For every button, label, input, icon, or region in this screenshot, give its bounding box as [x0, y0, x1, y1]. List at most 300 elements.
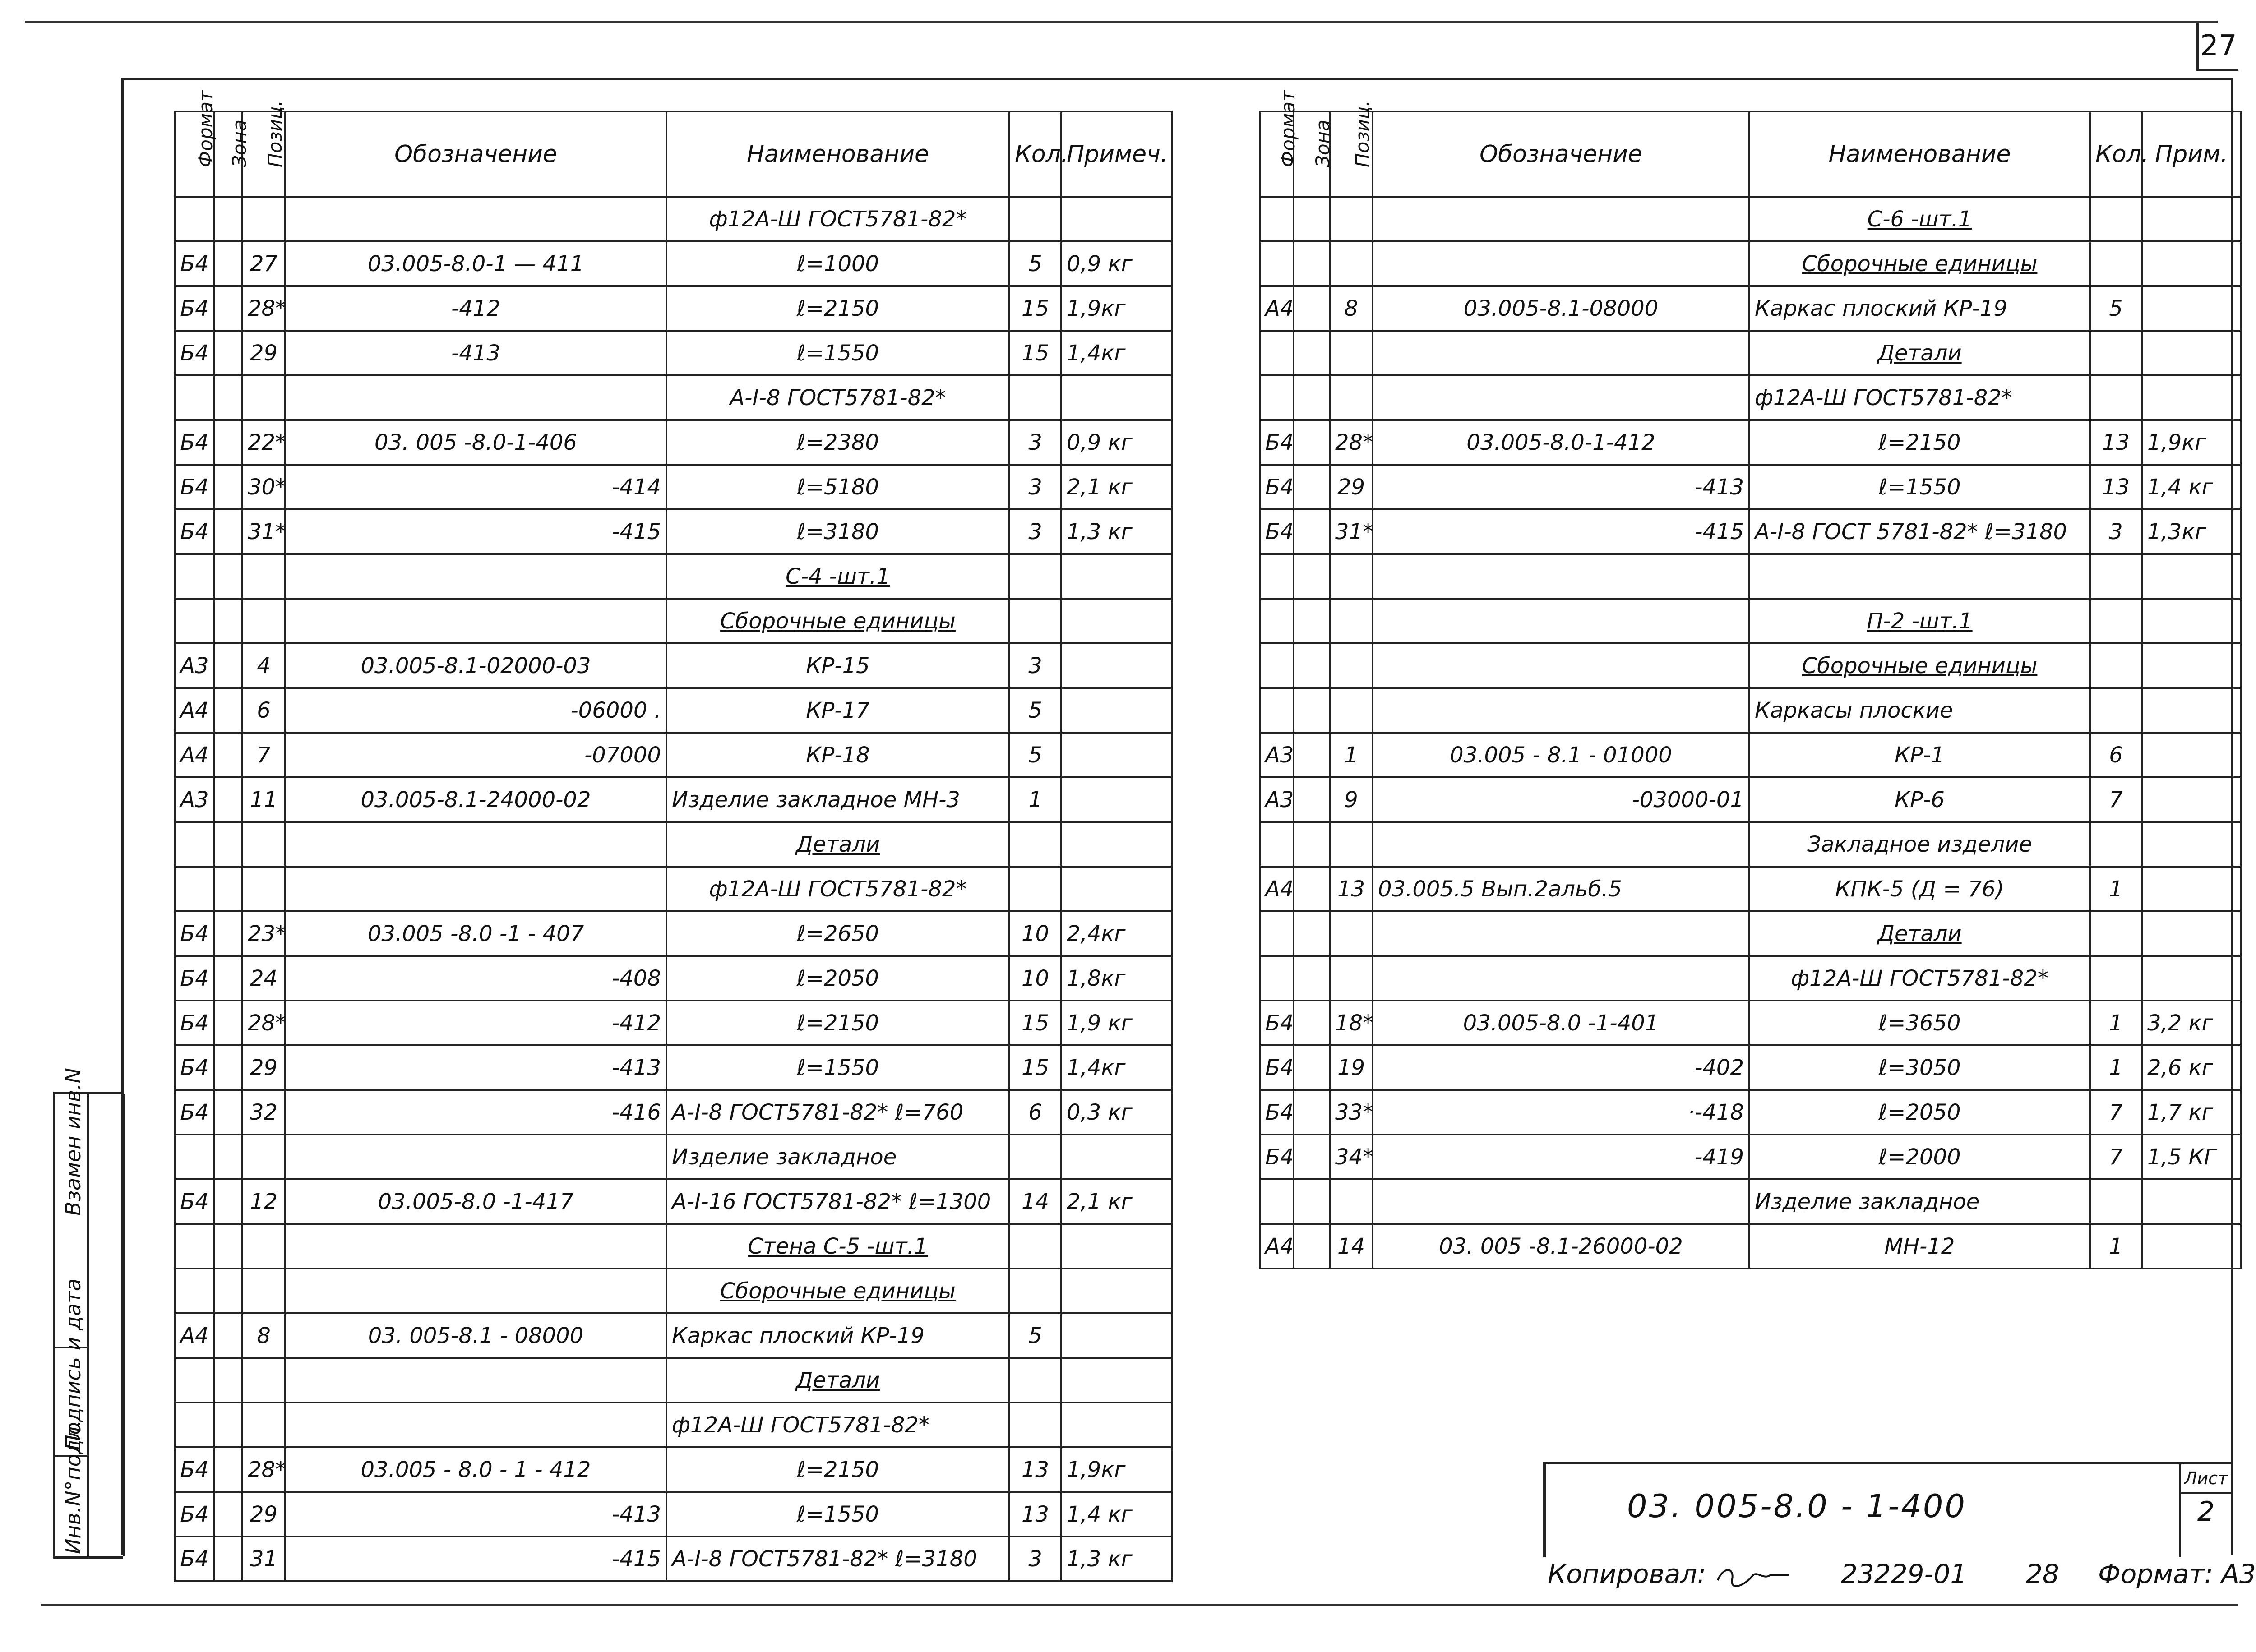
cell-note — [2142, 599, 2241, 643]
header-kol: Кол. — [2090, 111, 2142, 197]
cell-position — [1330, 599, 1373, 643]
table-row — [175, 1447, 1172, 1492]
cell-format: Б4 — [1260, 1045, 1294, 1090]
cell-designation: 03. 005 -8.1-26000-02 — [1373, 1224, 1749, 1269]
cell-position — [242, 1269, 285, 1313]
cell-qty: 13 — [2090, 465, 2142, 509]
cell-qty — [2090, 554, 2142, 599]
cell-format: Б4 — [175, 509, 214, 554]
table-row — [175, 420, 1172, 465]
cell-designation — [285, 197, 666, 241]
cell-qty: 15 — [1009, 1045, 1061, 1090]
header-kol: Кол. — [1009, 111, 1061, 197]
cell-note — [2142, 375, 2241, 420]
cell-name: КПК-5 (Д = 76) — [1749, 867, 2090, 911]
cell-position: 28* — [242, 1447, 285, 1492]
cell-designation — [1373, 554, 1749, 599]
cell-zona — [214, 1224, 242, 1269]
cell-name: ℓ=2380 — [666, 420, 1009, 465]
cell-qty: 1 — [2090, 1001, 2142, 1045]
table-row — [1260, 375, 2241, 420]
cell-note: 1,4 кг — [1061, 1492, 1172, 1537]
cell-qty: 6 — [2090, 733, 2142, 777]
table-row — [175, 1313, 1172, 1358]
cell-qty: 5 — [1009, 733, 1061, 777]
table-row — [1260, 241, 2241, 286]
cell-zona — [1294, 1045, 1330, 1090]
cell-format — [175, 375, 214, 420]
table-row — [1260, 420, 2241, 465]
table-row — [175, 331, 1172, 375]
cell-format — [175, 822, 214, 867]
cell-position: 30* — [242, 465, 285, 509]
cell-qty: 3 — [1009, 1537, 1061, 1581]
cell-designation — [285, 599, 666, 643]
cell-designation: -415 — [285, 1537, 666, 1581]
cell-note — [1061, 733, 1172, 777]
header-naim: Наименование — [666, 111, 1009, 197]
cell-designation: 03.005-8.0 -1-417 — [285, 1179, 666, 1224]
cell-format: Б4 — [175, 1001, 214, 1045]
cell-note — [1061, 688, 1172, 733]
cell-designation: 03.005-8.1-02000-03 — [285, 643, 666, 688]
cell-qty — [1009, 1403, 1061, 1447]
cell-designation — [1373, 197, 1749, 241]
table-row — [1260, 643, 2241, 688]
cell-designation: -06000 . — [285, 688, 666, 733]
cell-designation: 03.005-8.0-1 — 411 — [285, 241, 666, 286]
right-table-header — [1260, 111, 2241, 197]
sidebar-inv-podl: Инв.N°подл. — [61, 1420, 85, 1554]
cell-note — [2142, 331, 2241, 375]
cell-position: 8 — [242, 1313, 285, 1358]
cell-note: 1,9кг — [2142, 420, 2241, 465]
cell-note — [1061, 197, 1172, 241]
cell-note — [1061, 375, 1172, 420]
cell-zona — [214, 733, 242, 777]
cell-qty — [1009, 375, 1061, 420]
cell-name: Сборочные единицы — [666, 1269, 1009, 1313]
table-row — [1260, 1001, 2241, 1045]
cell-format: Б4 — [1260, 465, 1294, 509]
cell-format: Б4 — [175, 465, 214, 509]
cell-position: 24 — [242, 956, 285, 1001]
cell-name: Изделие закладное — [666, 1135, 1009, 1179]
table-row — [175, 197, 1172, 241]
cell-qty — [2090, 822, 2142, 867]
cell-note: 0,3 кг — [1061, 1090, 1172, 1135]
cell-position: 8 — [1330, 286, 1373, 331]
cell-note: 1,4кг — [1061, 331, 1172, 375]
table-row — [175, 1045, 1172, 1090]
title-block — [1543, 1462, 2231, 1557]
cell-note: 2,1 кг — [1061, 1179, 1172, 1224]
cell-position: 4 — [242, 643, 285, 688]
cell-zona — [214, 688, 242, 733]
cell-designation — [1373, 331, 1749, 375]
cell-position: 28* — [242, 1001, 285, 1045]
cell-zona — [214, 509, 242, 554]
cell-qty — [1009, 867, 1061, 911]
sheet-label: Лист — [2181, 1464, 2231, 1494]
cell-name: ℓ=2050 — [1749, 1090, 2090, 1135]
cell-name: Стена С-5 -шт.1 — [666, 1224, 1009, 1269]
cell-designation — [1373, 241, 1749, 286]
cell-zona — [214, 822, 242, 867]
cell-format: Б4 — [175, 1045, 214, 1090]
cell-qty: 1 — [2090, 1224, 2142, 1269]
cell-designation — [1373, 911, 1749, 956]
cell-name: ф12А-Ш ГОСТ5781-82* — [666, 1403, 1009, 1447]
cell-note: 1,9кг — [1061, 286, 1172, 331]
cell-qty: 6 — [1009, 1090, 1061, 1135]
cell-position — [242, 554, 285, 599]
cell-format — [1260, 197, 1294, 241]
cell-note: 2,1 кг — [1061, 465, 1172, 509]
cell-zona — [214, 956, 242, 1001]
cell-position: 34* — [1330, 1135, 1373, 1179]
cell-position: 9 — [1330, 777, 1373, 822]
cell-note — [1061, 1403, 1172, 1447]
cell-format: Б4 — [175, 241, 214, 286]
cell-note — [2142, 1179, 2241, 1224]
cell-note — [2142, 1224, 2241, 1269]
cell-note — [2142, 777, 2241, 822]
order-number: 23229-01 — [1841, 1559, 1967, 1589]
table-row — [175, 1001, 1172, 1045]
table-row — [175, 1090, 1172, 1135]
cell-zona — [214, 599, 242, 643]
cell-qty: 14 — [1009, 1179, 1061, 1224]
cell-format — [175, 1269, 214, 1313]
cell-note: 0,9 кг — [1061, 420, 1172, 465]
table-row — [1260, 197, 2241, 241]
cell-qty: 3 — [1009, 509, 1061, 554]
document-code: 03. 005-8.0 - 1-400 — [1627, 1488, 1967, 1525]
cell-zona — [1294, 241, 1330, 286]
cell-designation — [1373, 375, 1749, 420]
cell-qty: 3 — [1009, 643, 1061, 688]
cell-position — [1330, 688, 1373, 733]
cell-qty: 13 — [2090, 420, 2142, 465]
cell-qty — [1009, 1135, 1061, 1179]
table-row — [175, 554, 1172, 599]
header-naim: Наименование — [1749, 111, 2090, 197]
header-oboz: Обозначение — [1373, 111, 1749, 197]
cell-note — [2142, 688, 2241, 733]
cell-note: 1,9кг — [1061, 1447, 1172, 1492]
cell-zona — [214, 1447, 242, 1492]
copied-by-label: Копировал: — [1548, 1559, 1791, 1589]
cell-name: КР-17 — [666, 688, 1009, 733]
cell-zona — [1294, 822, 1330, 867]
cell-zona — [214, 1492, 242, 1537]
cell-designation: 03.005-8.1-08000 — [1373, 286, 1749, 331]
table-row — [175, 733, 1172, 777]
right-table-body — [1260, 197, 2241, 1269]
cell-position — [242, 867, 285, 911]
cell-name: ℓ=3180 — [666, 509, 1009, 554]
table-row — [1260, 911, 2241, 956]
cell-note — [1061, 554, 1172, 599]
cell-zona — [214, 1135, 242, 1179]
sheet-number: 27 — [2196, 23, 2238, 71]
cell-format: Б4 — [175, 286, 214, 331]
cell-format — [1260, 554, 1294, 599]
cell-position — [242, 1403, 285, 1447]
cell-qty: 5 — [1009, 688, 1061, 733]
cell-qty: 15 — [1009, 286, 1061, 331]
header-format: Формат — [175, 111, 214, 197]
cell-position: 7 — [242, 733, 285, 777]
cell-format — [175, 599, 214, 643]
cell-format: Б4 — [1260, 1135, 1294, 1179]
cell-qty: 5 — [2090, 286, 2142, 331]
cell-note — [2142, 241, 2241, 286]
cell-zona — [214, 241, 242, 286]
cell-zona — [1294, 1001, 1330, 1045]
cell-note — [2142, 867, 2241, 911]
table-row — [1260, 599, 2241, 643]
cell-position: 33* — [1330, 1090, 1373, 1135]
cell-zona — [1294, 733, 1330, 777]
cell-zona — [214, 1269, 242, 1313]
right-spec-table — [1259, 90, 2242, 1269]
top-border-line — [25, 21, 2218, 23]
cell-zona — [214, 1537, 242, 1581]
cell-position: 19 — [1330, 1045, 1373, 1090]
cell-position — [242, 1135, 285, 1179]
table-row — [175, 599, 1172, 643]
cell-designation — [1373, 822, 1749, 867]
cell-name: ℓ=2150 — [666, 1447, 1009, 1492]
cell-note — [2142, 822, 2241, 867]
cell-designation: -413 — [285, 1492, 666, 1537]
cell-format: Б4 — [175, 1179, 214, 1224]
cell-note — [1061, 1313, 1172, 1358]
cell-name: ℓ=2050 — [666, 956, 1009, 1001]
cell-zona — [214, 286, 242, 331]
cell-designation — [285, 867, 666, 911]
cell-note: 1,3 кг — [1061, 509, 1172, 554]
cell-format: А3 — [1260, 777, 1294, 822]
cell-position: 27 — [242, 241, 285, 286]
table-row — [175, 822, 1172, 867]
cell-designation — [285, 554, 666, 599]
cell-name: Сборочные единицы — [1749, 643, 2090, 688]
cell-designation — [1373, 1179, 1749, 1224]
cell-format: А3 — [1260, 733, 1294, 777]
cell-designation: -413 — [285, 331, 666, 375]
cell-qty — [2090, 643, 2142, 688]
cell-note — [1061, 1135, 1172, 1179]
cell-position — [1330, 241, 1373, 286]
table-row — [175, 1135, 1172, 1179]
cell-qty — [2090, 241, 2142, 286]
cell-position — [242, 1358, 285, 1403]
cell-position: 29 — [242, 331, 285, 375]
table-row — [1260, 465, 2241, 509]
cell-qty — [2090, 599, 2142, 643]
sidebar-podpis-data: Подпись и дата — [61, 1278, 85, 1450]
cell-format — [1260, 1179, 1294, 1224]
cell-note — [2142, 956, 2241, 1001]
cell-designation: -416 — [285, 1090, 666, 1135]
cell-zona — [1294, 509, 1330, 554]
cell-format: А4 — [175, 1313, 214, 1358]
cell-name: Сборочные единицы — [1749, 241, 2090, 286]
cell-zona — [214, 777, 242, 822]
cell-zona — [1294, 643, 1330, 688]
cell-zona — [214, 1045, 242, 1090]
cell-qty: 3 — [1009, 465, 1061, 509]
table-row — [1260, 1179, 2241, 1224]
sheet-box — [2179, 1464, 2231, 1557]
cell-note: 1,4 кг — [2142, 465, 2241, 509]
cell-qty — [1009, 197, 1061, 241]
cell-position: 29 — [242, 1045, 285, 1090]
cell-name: Детали — [666, 1358, 1009, 1403]
table-row — [1260, 822, 2241, 867]
cell-name: Детали — [1749, 911, 2090, 956]
table-row — [1260, 1135, 2241, 1179]
cell-zona — [1294, 554, 1330, 599]
cell-note: 2,4кг — [1061, 911, 1172, 956]
table-row — [175, 509, 1172, 554]
cell-position — [1330, 956, 1373, 1001]
cell-designation — [285, 1358, 666, 1403]
cell-format: А4 — [175, 688, 214, 733]
cell-designation: 03.005 - 8.0 - 1 - 412 — [285, 1447, 666, 1492]
cell-designation — [285, 1269, 666, 1313]
cell-name: Изделие закладное МН-3 — [666, 777, 1009, 822]
cell-format: А3 — [175, 777, 214, 822]
cell-designation: -419 — [1373, 1135, 1749, 1179]
cell-designation: -412 — [285, 1001, 666, 1045]
cell-zona — [214, 420, 242, 465]
cell-qty: 3 — [1009, 420, 1061, 465]
cell-note: 1,3кг — [2142, 509, 2241, 554]
cell-note: 1,8кг — [1061, 956, 1172, 1001]
cell-qty: 10 — [1009, 956, 1061, 1001]
cell-designation: 03.005 -8.0 -1 - 407 — [285, 911, 666, 956]
cell-designation: 03. 005 -8.0-1-406 — [285, 420, 666, 465]
cell-zona — [1294, 1135, 1330, 1179]
cell-format: Б4 — [175, 1090, 214, 1135]
table-row — [1260, 1045, 2241, 1090]
cell-format: Б4 — [1260, 420, 1294, 465]
cell-note — [1061, 1269, 1172, 1313]
cell-qty: 15 — [1009, 1001, 1061, 1045]
cell-qty: 5 — [1009, 241, 1061, 286]
table-row — [175, 1492, 1172, 1537]
cell-qty — [1009, 1269, 1061, 1313]
table-row — [175, 777, 1172, 822]
cell-name: ф12А-Ш ГОСТ5781-82* — [666, 867, 1009, 911]
cell-format — [175, 554, 214, 599]
cell-qty: 13 — [1009, 1492, 1061, 1537]
cell-name: КР-18 — [666, 733, 1009, 777]
cell-format — [175, 197, 214, 241]
cell-position: 31 — [242, 1537, 285, 1581]
table-row — [175, 1269, 1172, 1313]
cell-name: ф12А-Ш ГОСТ5781-82* — [666, 197, 1009, 241]
cell-position — [242, 599, 285, 643]
cell-qty — [2090, 1179, 2142, 1224]
left-table-header — [175, 111, 1172, 197]
cell-designation — [1373, 688, 1749, 733]
table-row — [1260, 1224, 2241, 1269]
table-row — [175, 643, 1172, 688]
cell-position: 29 — [242, 1492, 285, 1537]
cell-name: Сборочные единицы — [666, 599, 1009, 643]
cell-zona — [214, 867, 242, 911]
table-row — [175, 1179, 1172, 1224]
cell-note — [2142, 197, 2241, 241]
cell-position: 28* — [1330, 420, 1373, 465]
header-poz: Позиц. — [1330, 111, 1373, 197]
cell-zona — [214, 1313, 242, 1358]
table-row — [1260, 331, 2241, 375]
cell-format — [1260, 688, 1294, 733]
cell-zona — [214, 911, 242, 956]
cell-qty — [2090, 956, 2142, 1001]
cell-format: Б4 — [1260, 509, 1294, 554]
cell-zona — [214, 375, 242, 420]
cell-qty: 7 — [2090, 1090, 2142, 1135]
cell-qty: 7 — [2090, 1135, 2142, 1179]
cell-name: ℓ=3650 — [1749, 1001, 2090, 1045]
cell-format — [175, 1224, 214, 1269]
bottom-border-line — [41, 1604, 2238, 1606]
cell-format: Б4 — [175, 331, 214, 375]
cell-designation: 03.005-8.1-24000-02 — [285, 777, 666, 822]
cell-note — [1061, 1224, 1172, 1269]
cell-designation: 03.005-8.0-1-412 — [1373, 420, 1749, 465]
cell-position: 28* — [242, 286, 285, 331]
cell-zona — [214, 1179, 242, 1224]
cell-qty — [2090, 197, 2142, 241]
header-format: Формат — [1260, 111, 1294, 197]
header-prim: Прим. — [2142, 111, 2241, 197]
cell-zona — [214, 554, 242, 599]
table-row — [175, 1403, 1172, 1447]
cell-name — [1749, 554, 2090, 599]
cell-format: А4 — [175, 733, 214, 777]
cell-format — [1260, 599, 1294, 643]
cell-qty: 13 — [1009, 1447, 1061, 1492]
cell-note: 1,7 кг — [2142, 1090, 2241, 1135]
cell-designation — [1373, 643, 1749, 688]
cell-designation: -07000 — [285, 733, 666, 777]
cell-name: КР-6 — [1749, 777, 2090, 822]
cell-qty: 5 — [1009, 1313, 1061, 1358]
cell-designation: ·-418 — [1373, 1090, 1749, 1135]
cell-designation: -414 — [285, 465, 666, 509]
cell-designation: -408 — [285, 956, 666, 1001]
cell-format: Б4 — [175, 1537, 214, 1581]
cell-name: П-2 -шт.1 — [1749, 599, 2090, 643]
table-row — [1260, 867, 2241, 911]
sidebar-stamp — [53, 1067, 123, 1559]
table-row — [175, 1537, 1172, 1581]
header-zona: Зона — [214, 111, 242, 197]
cell-name: Детали — [666, 822, 1009, 867]
cell-position — [1330, 197, 1373, 241]
table-row — [175, 465, 1172, 509]
cell-position: 14 — [1330, 1224, 1373, 1269]
sidebar-vzamen: Взамен инв.N — [61, 1067, 85, 1216]
